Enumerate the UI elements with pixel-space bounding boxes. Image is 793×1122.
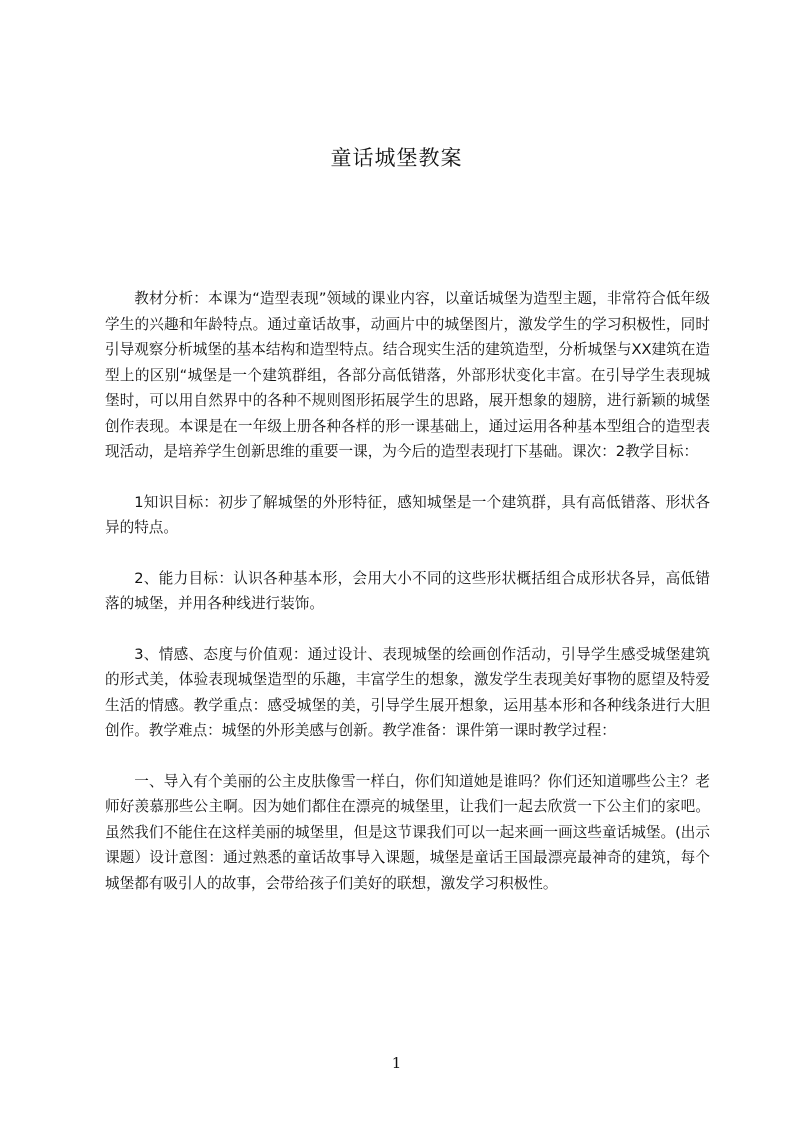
paragraph-material-analysis: 教材分析：本课为“造型表现”领域的课业内容，以童话城堡为造型主题，非常符合低年级学生的兴趣和年龄特点。通过童话故事，动画片中的城堡图片，激发学生的学习积极性，同时引导观察分析城堡的基本结构和造型特点。结合现实生活的建筑造型，分析城堡与XX建筑在造型上的区别“城堡是一个建筑群组，各部分高低错落，外部形状变化丰富。在引导学生表现城堡时，可以用自然界中的各种不规则图形拓展学生的思路，展开想象的翅膀，进行新颖的城堡创作表现。本课是在一年级上册各种各样的形一课基础上，通过运用各种基本型组合的造型表现活动，是培养学生创新思维的重要一课，为今后的造型表现打下基础。课次：2教学目标： bbox=[105, 290, 710, 460]
document-body bbox=[105, 286, 710, 921]
page-number: 1 bbox=[391, 1054, 402, 1072]
paragraph-introduction: 一、导入有个美丽的公主皮肤像雪一样白，你们知道她是谁吗？你们还知道哪些公主？老师好羡慕那些公主啊。因为她们都住在漂亮的城堡里，让我们一起去欣赏一下公主们的家吧。虽然我们不能住在这样美丽的城堡里，但是这节课我们可以一起来画一画这些童话城堡。(出示课题）设计意图：通过熟悉的童话故事导入课题，城堡是童话王国最漂亮最神奇的建筑，每个城堡都有吸引人的故事，会带给孩子们美好的联想，激发学习积极性。 bbox=[105, 772, 710, 892]
document-title: 童话城堡教案 bbox=[330, 146, 463, 170]
paragraph-knowledge-goal: 1知识目标：初步了解城堡的外形特征，感知城堡是一个建筑群，具有高低错落、形状各异的特点。 bbox=[105, 493, 710, 536]
paragraph-ability-goal: 2、能力目标：认识各种基本形，会用大小不同的这些形状概括组合成形状各异，高低错落的城堡，并用各种线进行装饰。 bbox=[105, 569, 710, 612]
paragraph-emotion-goal: 3、情感、态度与价值观：通过设计、表现城堡的绘画创作活动，引导学生感受城堡建筑的形式美，体验表现城堡造型的乐趣，丰富学生的想象，激发学生表现美好事物的愿望及特爱生活的情感。教学重点：感受城堡的美，引导学生展开想象，运用基本形和各种线条进行大胆创作。教学难点：城堡的外形美感与创新。教学准备：课件第一课时教学过程： bbox=[105, 645, 710, 739]
